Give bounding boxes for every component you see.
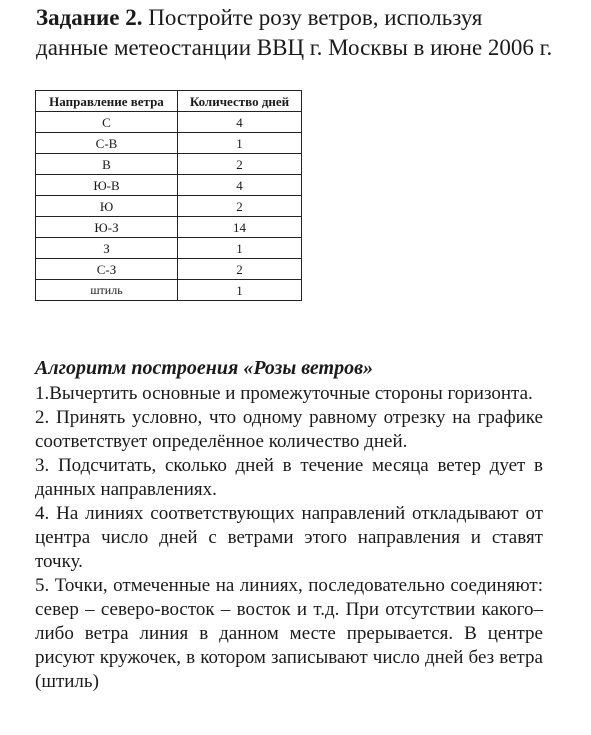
direction-cell: С (36, 112, 178, 133)
task-label: Задание 2. (36, 5, 143, 30)
table-header-row (36, 91, 302, 112)
table-row (36, 217, 302, 238)
direction-cell: С-З (36, 259, 178, 280)
direction-cell: С-В (36, 133, 178, 154)
direction-cell: штиль (36, 280, 178, 301)
days-cell: 4 (178, 175, 302, 196)
table-row (36, 196, 302, 217)
days-cell: 1 (178, 133, 302, 154)
table-row (36, 154, 302, 175)
direction-cell: З (36, 238, 178, 259)
algorithm-title: Алгоритм построения «Розы ветров» (35, 357, 374, 379)
days-cell: 14 (178, 217, 302, 238)
days-cell: 2 (178, 259, 302, 280)
algorithm-step: 2. Принять условно, что одному равному отрезку на графике соответствует определённое количество дней. (35, 407, 543, 452)
direction-cell: Ю (36, 196, 178, 217)
algorithm-steps (35, 382, 543, 694)
column-header-days: Количество дней (178, 91, 302, 112)
algorithm-step: 3. Подсчитать, сколько дней в течение месяца ветер дует в данных направлениях. (35, 455, 543, 500)
algorithm-step: 1.Вычертить основные и промежуточные стороны горизонта. (35, 383, 533, 404)
direction-cell: Ю-З (36, 217, 178, 238)
wind-data-table (35, 90, 302, 301)
days-cell: 2 (178, 196, 302, 217)
days-cell: 1 (178, 238, 302, 259)
algorithm-step: 5. Точки, отмеченные на линиях, последовательно соединяют: север – северо-восток – восток и т.д. При отсутствии какого– либо ветра линия в данном месте прерывается. В центре рисуют кружочек, в котором записывают число дней без ветра (штиль) (35, 575, 543, 692)
days-cell: 2 (178, 154, 302, 175)
table-row (36, 175, 302, 196)
task-heading (36, 3, 556, 63)
days-cell: 1 (178, 280, 302, 301)
task-text: Постройте розу ветров, используя данные метеостанции ВВЦ г. Москвы в июне 2006 г. (36, 5, 553, 60)
table-row (36, 112, 302, 133)
column-header-direction: Направление ветра (36, 91, 178, 112)
table-row (36, 259, 302, 280)
algorithm-step: 4. На линиях соответствующих направлений откладывают от центра число дней с ветрами этого направления и ставят точку. (35, 503, 543, 572)
table-row (36, 133, 302, 154)
table-row (36, 238, 302, 259)
days-cell: 4 (178, 112, 302, 133)
table-row (36, 280, 302, 301)
direction-cell: Ю-В (36, 175, 178, 196)
direction-cell: В (36, 154, 178, 175)
